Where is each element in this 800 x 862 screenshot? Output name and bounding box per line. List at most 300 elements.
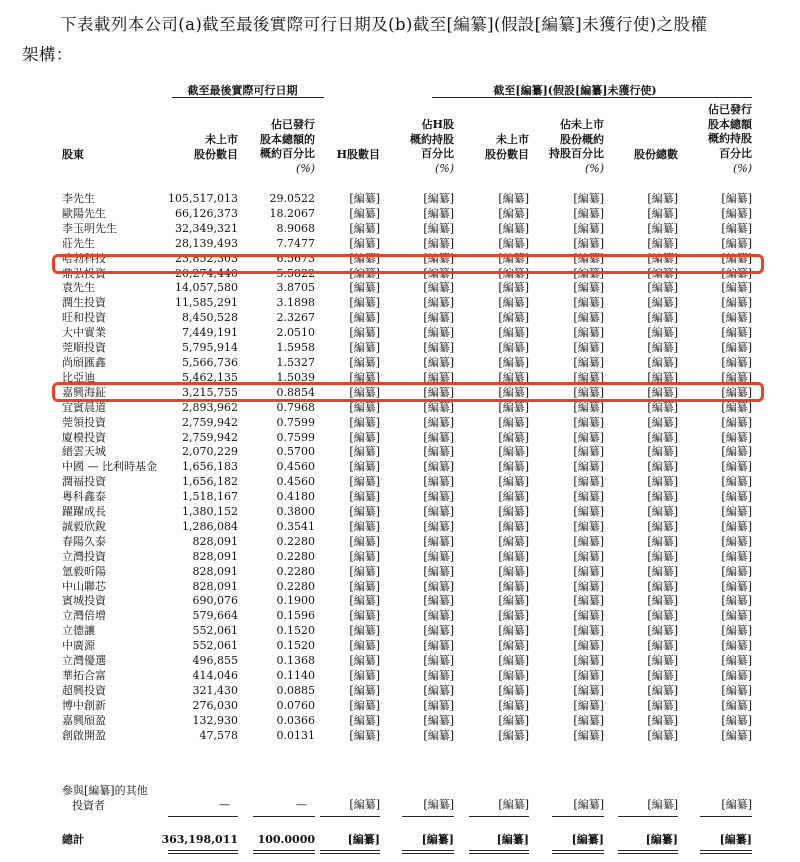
shareholder-name: 嘉興海鉦 — [62, 385, 106, 399]
redacted-cell: [編纂] — [498, 311, 529, 325]
redacted-cell: [編纂] — [573, 579, 604, 593]
shareholder-name: 哈勃科技 — [62, 251, 106, 265]
redacted-cell: [編纂] — [647, 445, 678, 459]
redacted-cell: [編纂] — [349, 430, 380, 444]
redacted-cell: [編纂] — [347, 833, 380, 846]
unlisted-shares: 828,091 — [192, 564, 238, 578]
column-rule — [402, 850, 454, 851]
redacted-cell: [編纂] — [423, 445, 454, 459]
redacted-cell: [編纂] — [721, 400, 752, 414]
redacted-cell: [編纂] — [721, 341, 752, 355]
column-rule — [168, 850, 238, 851]
shareholder-name: 春陽久泰 — [62, 534, 106, 548]
total-shares: 363,198,011 — [161, 833, 238, 846]
shareholder-name: 博中創新 — [62, 698, 106, 712]
redacted-cell: [編纂] — [721, 221, 752, 235]
dash-cell: — — [219, 798, 230, 811]
table-row — [0, 311, 800, 326]
redacted-cell: [編纂] — [721, 534, 752, 548]
redacted-cell: [編纂] — [645, 833, 678, 846]
pct-issued: 0.2280 — [276, 549, 315, 563]
pct-issued: 0.2280 — [276, 564, 315, 578]
redacted-cell: [編纂] — [647, 798, 678, 811]
redacted-cell: [編纂] — [721, 445, 752, 459]
highlight-box-byd — [52, 382, 764, 402]
table-row — [0, 535, 800, 550]
shareholder-name: 莞領投資 — [62, 415, 106, 429]
redacted-cell: [編纂] — [349, 251, 380, 265]
redacted-cell: [編纂] — [647, 683, 678, 697]
unlisted-shares: 2,759,942 — [182, 430, 238, 444]
redacted-cell: [編纂] — [498, 251, 529, 265]
redacted-cell: [編纂] — [647, 221, 678, 235]
shareholder-name: 超興投資 — [62, 683, 106, 697]
redacted-cell: [編纂] — [498, 728, 529, 742]
table-row — [0, 714, 800, 729]
pct-issued: 0.1900 — [276, 594, 315, 608]
header-h-shares: H股數目 — [336, 148, 380, 161]
shareholder-name: 嘉興頎盈 — [62, 713, 106, 727]
redacted-cell: [編纂] — [423, 728, 454, 742]
redacted-cell: [編纂] — [498, 281, 529, 295]
redacted-cell: [編纂] — [349, 460, 380, 474]
table-row — [0, 684, 800, 699]
shareholder-name: 尚頎匯鑫 — [62, 355, 106, 369]
pct-issued: 0.0131 — [276, 728, 315, 742]
redacted-cell: [編纂] — [647, 564, 678, 578]
redacted-cell: [編纂] — [423, 639, 454, 653]
pct-issued: 3.8705 — [276, 281, 315, 295]
redacted-cell: [編纂] — [349, 326, 380, 340]
pct-issued: 3.1898 — [276, 296, 315, 310]
column-rule — [700, 850, 752, 851]
table-row — [0, 222, 800, 237]
shareholder-name: 立灣優選 — [62, 654, 106, 668]
pct-issued: 0.0366 — [276, 713, 315, 727]
redacted-cell: [編纂] — [349, 445, 380, 459]
redacted-cell: [編纂] — [498, 355, 529, 369]
redacted-cell: [編纂] — [423, 326, 454, 340]
redacted-cell: [編纂] — [647, 669, 678, 682]
unlisted-shares: 11,585,291 — [175, 296, 238, 310]
redacted-cell: [編纂] — [721, 669, 752, 682]
unlisted-shares: 2,759,942 — [182, 415, 238, 429]
unlisted-shares: 5,566,736 — [182, 355, 238, 369]
redacted-cell: [編纂] — [349, 475, 380, 489]
redacted-cell: [編纂] — [498, 445, 529, 459]
redacted-cell: [編纂] — [349, 505, 380, 519]
redacted-cell: [編纂] — [573, 534, 604, 548]
redacted-cell: [編纂] — [423, 236, 454, 250]
shareholder-name: 氫毅昕陽 — [62, 564, 106, 578]
redacted-cell: [編纂] — [423, 505, 454, 519]
total-row — [0, 832, 800, 848]
redacted-cell: [編纂] — [498, 236, 529, 250]
redacted-cell: [編纂] — [498, 534, 529, 548]
redacted-cell: [編纂] — [573, 385, 604, 399]
redacted-cell: [編纂] — [498, 609, 529, 623]
pct-issued: 8.9068 — [276, 221, 315, 235]
redacted-cell: [編纂] — [647, 549, 678, 563]
redacted-cell: [編纂] — [349, 400, 380, 414]
redacted-cell: [編纂] — [349, 549, 380, 563]
header-pct-total: 佔已發行 股本總額 概約持股 百分比 — [708, 103, 752, 160]
redacted-cell: [編纂] — [647, 281, 678, 295]
redacted-cell: [編纂] — [498, 594, 529, 608]
table-row — [0, 326, 800, 341]
redacted-cell: [編纂] — [349, 654, 380, 668]
unlisted-shares: 414,046 — [192, 669, 238, 682]
pct-issued: 0.1520 — [276, 624, 315, 638]
unlisted-shares: 1,380,152 — [182, 505, 238, 519]
redacted-cell: [編纂] — [423, 460, 454, 474]
redacted-cell: [編纂] — [573, 654, 604, 668]
unlisted-shares: 579,664 — [192, 609, 238, 623]
redacted-cell: [編纂] — [573, 698, 604, 712]
redacted-cell: [編纂] — [498, 505, 529, 519]
redacted-cell: [編纂] — [647, 654, 678, 668]
pct-unit-label: (%) — [732, 162, 752, 175]
redacted-cell: [編纂] — [721, 206, 752, 220]
unlisted-shares: 5,462,135 — [182, 370, 238, 384]
header-shareholder: 股東 — [62, 148, 84, 161]
unlisted-shares: 47,578 — [199, 728, 238, 742]
redacted-cell: [編纂] — [573, 445, 604, 459]
total-label: 總計 — [62, 833, 84, 846]
redacted-cell: [編纂] — [349, 355, 380, 369]
shareholder-name: 中山聯芯 — [62, 579, 106, 593]
redacted-cell: [編纂] — [498, 192, 529, 205]
redacted-cell: [編纂] — [721, 370, 752, 384]
redacted-cell: [編纂] — [573, 713, 604, 727]
column-rule — [700, 816, 752, 817]
redacted-cell: [編纂] — [571, 833, 604, 846]
column-rule — [253, 850, 315, 851]
pct-issued: 0.0760 — [276, 698, 315, 712]
other-investors-line-1: 參與[編纂]的其他 — [62, 784, 148, 797]
redacted-cell: [編纂] — [573, 400, 604, 414]
redacted-cell: [編纂] — [496, 833, 529, 846]
redacted-cell: [編纂] — [647, 236, 678, 250]
redacted-cell: [編纂] — [498, 549, 529, 563]
redacted-cell: [編纂] — [647, 579, 678, 593]
table-row — [0, 356, 800, 371]
column-rule — [469, 853, 529, 854]
intro-paragraph — [22, 10, 782, 70]
table-row — [0, 594, 800, 609]
redacted-cell: [編纂] — [573, 475, 604, 489]
redacted-cell: [編纂] — [423, 490, 454, 504]
redacted-cell: [編纂] — [423, 355, 454, 369]
redacted-cell: [編纂] — [721, 579, 752, 593]
redacted-cell: [編纂] — [349, 579, 380, 593]
redacted-cell: [編纂] — [721, 251, 752, 265]
redacted-cell: [編纂] — [573, 639, 604, 653]
redacted-cell: [編纂] — [498, 579, 529, 593]
unlisted-shares: 1,518,167 — [182, 490, 238, 504]
shareholder-name: 潤生投資 — [62, 296, 106, 310]
table-row — [0, 431, 800, 446]
shareholder-name: 大中實業 — [62, 326, 106, 340]
column-rule — [552, 850, 604, 851]
redacted-cell: [編纂] — [423, 579, 454, 593]
redacted-cell: [編纂] — [423, 609, 454, 623]
group-header-underline — [432, 97, 752, 98]
pct-issued: 6.5673 — [276, 251, 315, 265]
shareholder-name: 粵科鑫泰 — [62, 490, 106, 504]
unlisted-shares: 828,091 — [192, 534, 238, 548]
shareholder-name: 縉雲天城 — [62, 445, 106, 459]
redacted-cell: [編纂] — [721, 624, 752, 638]
shareholder-name: 立德讓 — [62, 624, 95, 638]
table-row — [0, 550, 800, 565]
shareholder-name: 潤福投資 — [62, 475, 106, 489]
unlisted-shares: 1,656,183 — [182, 460, 238, 474]
table-row — [0, 281, 800, 296]
unlisted-shares: 32,349,321 — [175, 221, 238, 235]
column-rule — [402, 853, 454, 854]
shareholder-name: 躍躍成長 — [62, 505, 106, 519]
table-row — [0, 654, 800, 669]
redacted-cell: [編纂] — [573, 206, 604, 220]
redacted-cell: [編纂] — [573, 624, 604, 638]
header-unlisted-shares: 未上市 股份數目 — [194, 133, 238, 161]
unlisted-shares: 3,215,755 — [182, 385, 238, 399]
pct-unit-label: (%) — [584, 162, 604, 175]
table-row — [0, 416, 800, 431]
shareholder-name: 李先生 — [62, 192, 95, 205]
redacted-cell: [編纂] — [647, 400, 678, 414]
column-rule — [469, 850, 529, 851]
redacted-cell: [編纂] — [647, 192, 678, 205]
redacted-cell: [編纂] — [573, 490, 604, 504]
redacted-cell: [編纂] — [573, 355, 604, 369]
redacted-cell: [編纂] — [423, 519, 454, 533]
pct-issued: 0.1140 — [276, 669, 315, 682]
redacted-cell: [編纂] — [349, 669, 380, 682]
redacted-cell: [編纂] — [423, 415, 454, 429]
redacted-cell: [編纂] — [647, 609, 678, 623]
redacted-cell: [編纂] — [349, 266, 380, 280]
redacted-cell: [編纂] — [423, 683, 454, 697]
redacted-cell: [編纂] — [573, 311, 604, 325]
shareholder-name: 袁先生 — [62, 281, 95, 295]
group-header-underline — [172, 97, 324, 98]
unlisted-shares: 690,076 — [192, 594, 238, 608]
redacted-cell: [編纂] — [573, 728, 604, 742]
redacted-cell: [編纂] — [647, 475, 678, 489]
table-row — [0, 460, 800, 475]
pct-issued: 1.5327 — [276, 355, 315, 369]
table-row — [0, 237, 800, 252]
redacted-cell: [編纂] — [721, 460, 752, 474]
redacted-cell: [編纂] — [423, 221, 454, 235]
redacted-cell: [編纂] — [647, 370, 678, 384]
redacted-cell: [編纂] — [498, 519, 529, 533]
table-row — [0, 490, 800, 505]
redacted-cell: [編纂] — [498, 798, 529, 811]
redacted-cell: [編纂] — [423, 798, 454, 811]
redacted-cell: [編纂] — [573, 341, 604, 355]
pct-issued: 2.3267 — [276, 311, 315, 325]
redacted-cell: [編纂] — [349, 192, 380, 205]
column-rule — [618, 850, 678, 851]
redacted-cell: [編纂] — [349, 370, 380, 384]
redacted-cell: [編纂] — [349, 698, 380, 712]
redacted-cell: [編纂] — [647, 460, 678, 474]
unlisted-shares: 276,030 — [192, 698, 238, 712]
redacted-cell: [編纂] — [721, 698, 752, 712]
shareholder-name: 李玉明先生 — [62, 221, 117, 235]
shareholder-name: 中廣源 — [62, 639, 95, 653]
redacted-cell: [編纂] — [647, 639, 678, 653]
table-row — [0, 341, 800, 356]
column-rule — [253, 853, 315, 854]
unlisted-shares: 132,930 — [192, 713, 238, 727]
total-pct: 100.0000 — [257, 833, 315, 846]
unlisted-shares: 2,070,229 — [182, 445, 238, 459]
unlisted-shares: 496,855 — [192, 654, 238, 668]
pct-issued: 7.7477 — [276, 236, 315, 250]
redacted-cell: [編纂] — [573, 251, 604, 265]
redacted-cell: [編纂] — [721, 549, 752, 563]
redacted-cell: [編纂] — [573, 192, 604, 205]
intro-line-2: 架構： — [22, 45, 73, 64]
table-row — [0, 207, 800, 222]
pct-issued: 2.0510 — [276, 326, 315, 340]
redacted-cell: [編纂] — [423, 281, 454, 295]
redacted-cell: [編纂] — [721, 415, 752, 429]
redacted-cell: [編纂] — [498, 326, 529, 340]
shareholder-name: 宜賓晨道 — [62, 400, 106, 414]
table-row — [0, 296, 800, 311]
redacted-cell: [編纂] — [647, 624, 678, 638]
pct-issued: 0.2280 — [276, 534, 315, 548]
redacted-cell: [編纂] — [349, 490, 380, 504]
pct-issued: 0.7599 — [276, 415, 315, 429]
redacted-cell: [編纂] — [647, 311, 678, 325]
redacted-cell: [編纂] — [573, 296, 604, 310]
column-rule — [253, 816, 315, 817]
redacted-cell: [編纂] — [349, 206, 380, 220]
redacted-cell: [編纂] — [721, 475, 752, 489]
unlisted-shares: 5,795,914 — [182, 341, 238, 355]
redacted-cell: [編纂] — [498, 206, 529, 220]
redacted-cell: [編纂] — [647, 415, 678, 429]
redacted-cell: [編纂] — [423, 549, 454, 563]
redacted-cell: [編纂] — [721, 281, 752, 295]
redacted-cell: [編纂] — [423, 698, 454, 712]
pct-issued: 0.1596 — [276, 609, 315, 623]
redacted-cell: [編纂] — [721, 505, 752, 519]
redacted-cell: [編纂] — [573, 415, 604, 429]
redacted-cell: [編纂] — [647, 296, 678, 310]
unlisted-shares: 1,286,084 — [182, 519, 238, 533]
redacted-cell: [編纂] — [721, 490, 752, 504]
header-total-shares: 股份總數 — [634, 148, 678, 161]
redacted-cell: [編纂] — [647, 341, 678, 355]
pct-issued: 0.4560 — [276, 475, 315, 489]
redacted-cell: [編纂] — [721, 355, 752, 369]
redacted-cell: [編纂] — [498, 654, 529, 668]
dash-cell: — — [296, 798, 307, 811]
redacted-cell: [編纂] — [423, 311, 454, 325]
redacted-cell: [編纂] — [721, 385, 752, 399]
redacted-cell: [編纂] — [721, 192, 752, 205]
redacted-cell: [編纂] — [647, 251, 678, 265]
redacted-cell: [編纂] — [721, 594, 752, 608]
redacted-cell: [編纂] — [498, 669, 529, 682]
shareholder-name: 賓城投資 — [62, 594, 106, 608]
redacted-cell: [編纂] — [721, 683, 752, 697]
column-rule — [618, 853, 678, 854]
unlisted-shares: 552,061 — [192, 624, 238, 638]
redacted-cell: [編纂] — [721, 609, 752, 623]
redacted-cell: [編纂] — [573, 669, 604, 682]
column-rule — [469, 816, 529, 817]
pct-issued: 0.1368 — [276, 654, 315, 668]
redacted-cell: [編纂] — [721, 728, 752, 742]
redacted-cell: [編纂] — [423, 400, 454, 414]
pct-issued: 0.1520 — [276, 639, 315, 653]
unlisted-shares: 20,274,440 — [175, 266, 238, 280]
unlisted-shares: 2,893,962 — [182, 400, 238, 414]
redacted-cell: [編纂] — [721, 430, 752, 444]
shareholder-name: 華拓合富 — [62, 669, 106, 682]
redacted-cell: [編纂] — [423, 624, 454, 638]
redacted-cell: [編纂] — [647, 728, 678, 742]
unlisted-shares: 14,057,580 — [175, 281, 238, 295]
redacted-cell: [編纂] — [349, 639, 380, 653]
redacted-cell: [編纂] — [498, 341, 529, 355]
redacted-cell: [編纂] — [423, 206, 454, 220]
redacted-cell: [編纂] — [498, 430, 529, 444]
highlight-box-harbor-tech — [52, 251, 764, 274]
shareholder-name: 立灣投資 — [62, 549, 106, 563]
intro-line-1: 下表載列本公司(a)截至最後實際可行日期及(b)截至[編纂](假設[編纂]未獲行使)之股權 — [60, 15, 708, 34]
redacted-cell: [編纂] — [498, 683, 529, 697]
redacted-cell: [編纂] — [423, 296, 454, 310]
redacted-cell: [編纂] — [573, 266, 604, 280]
redacted-cell: [編纂] — [647, 519, 678, 533]
redacted-cell: [編纂] — [498, 490, 529, 504]
redacted-cell: [編纂] — [421, 833, 454, 846]
redacted-cell: [編纂] — [721, 654, 752, 668]
redacted-cell: [編纂] — [721, 326, 752, 340]
unlisted-shares: 828,091 — [192, 579, 238, 593]
redacted-cell: [編纂] — [573, 326, 604, 340]
unlisted-shares: 1,656,182 — [182, 475, 238, 489]
table-row — [0, 609, 800, 624]
shareholder-name: 莞順投資 — [62, 341, 106, 355]
redacted-cell: [編纂] — [573, 281, 604, 295]
table-row — [0, 639, 800, 654]
redacted-cell: [編纂] — [647, 713, 678, 727]
redacted-cell: [編纂] — [349, 296, 380, 310]
redacted-cell: [編纂] — [498, 698, 529, 712]
table-row — [0, 565, 800, 580]
shareholder-name: 鼎弘投資 — [62, 266, 106, 280]
redacted-cell: [編纂] — [349, 594, 380, 608]
redacted-cell: [編纂] — [647, 490, 678, 504]
table-row — [0, 401, 800, 416]
redacted-cell: [編纂] — [423, 669, 454, 682]
redacted-cell: [編纂] — [647, 355, 678, 369]
unlisted-shares: 105,517,013 — [168, 192, 238, 205]
pct-issued: 29.0522 — [269, 192, 315, 205]
redacted-cell: [編纂] — [349, 415, 380, 429]
column-rule — [552, 853, 604, 854]
